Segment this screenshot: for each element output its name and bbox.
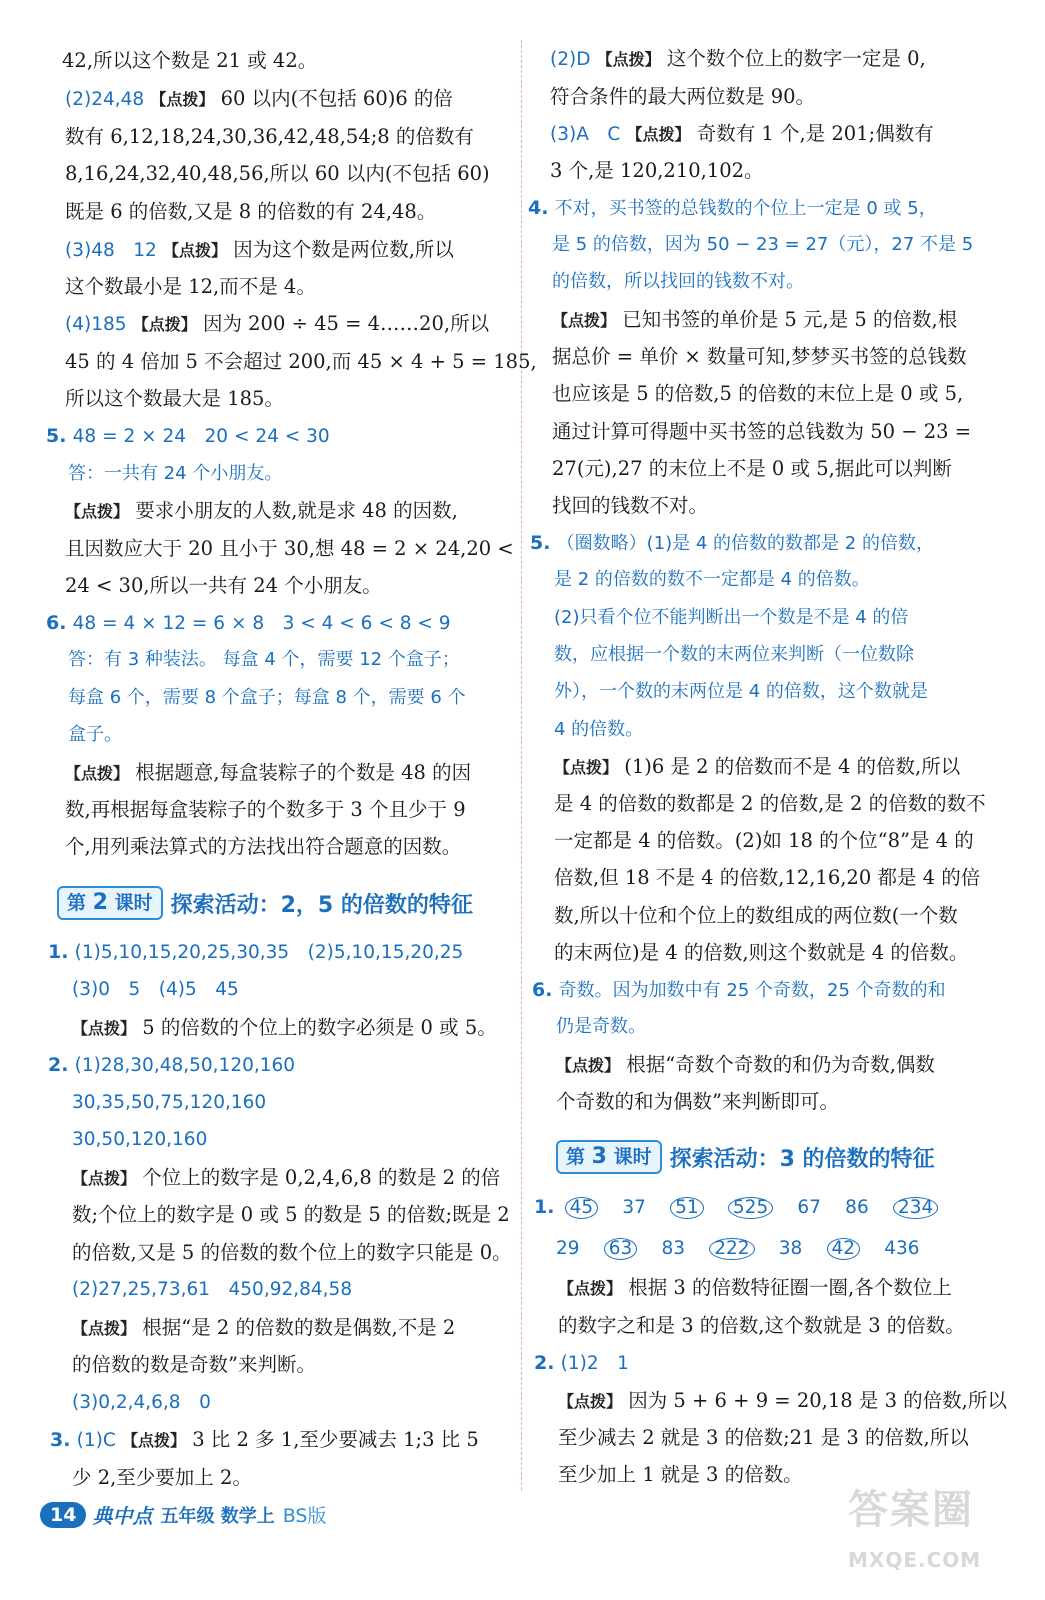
number: 29: [556, 1238, 580, 1259]
question-answer: [48, 1052, 295, 1079]
hint-text: 根据“奇数个奇数的和仍为奇数,偶数: [626, 1053, 935, 1076]
text-line: 数,所以十位和个位上的数组成的两位数(一个数: [554, 904, 958, 927]
text-line: 3 个,是 120,210,102。: [550, 159, 764, 182]
hint-tag: 【点拨】: [121, 1431, 186, 1450]
answer-value: (1)2 1: [560, 1353, 629, 1374]
hint-tag: 【点拨】: [72, 1019, 137, 1038]
question-number: 4.: [528, 197, 549, 219]
circled-number: 63: [604, 1238, 638, 1260]
text-line: 8,16,24,32,40,48,56,所以 60 以内(不包括 60): [65, 162, 490, 185]
answer-line: [550, 46, 926, 73]
text-line: 既是 6 的倍数,又是 8 的倍数的有 24,48。: [65, 200, 437, 223]
answer-line: [65, 311, 489, 338]
hint-line: [554, 754, 960, 781]
text-line: 个,用列乘法算式的方法找出符合题意的因数。: [65, 835, 462, 858]
hint-line: [65, 498, 458, 525]
text-line: 是 4 的倍数的数都是 2 的倍数,是 2 的倍数的数不: [554, 792, 986, 815]
question-number: 1.: [48, 941, 69, 963]
circled-number: 222: [709, 1238, 754, 1260]
question-number: 2.: [48, 1054, 69, 1076]
text-line: 一定都是 4 的倍数。(2)如 18 的个位“8”是 4 的: [554, 829, 974, 852]
brand-logo: 典中点: [92, 1504, 153, 1528]
answer-text: 盒子。: [68, 724, 122, 745]
lesson-badge-number: 2: [92, 890, 108, 915]
question-number: 1.: [534, 1196, 555, 1218]
answer-text: 每盒 6 个，需要 8 个盒子；每盒 8 个，需要 6 个: [68, 687, 466, 708]
answer-line: [65, 237, 454, 264]
hint-tag: 【点拨】: [65, 502, 130, 521]
circled-number: 51: [670, 1197, 704, 1219]
answer-text: 是 5 的倍数，因为 50 − 23 = 27（元），27 不是 5: [552, 234, 974, 255]
question-answer: [50, 1427, 479, 1454]
hint-text: 奇数有 1 个,是 201;偶数有: [696, 122, 934, 145]
answer-text: 外），一个数的末两位是 4 的倍数，这个数就是: [554, 681, 928, 702]
answer-text: 是 2 的倍数的数不一定都是 4 的倍数。: [554, 569, 870, 590]
number: 436: [884, 1238, 920, 1259]
lesson-badge-suffix: 课时: [114, 892, 153, 914]
hint-tag: 【点拨】: [72, 1319, 137, 1338]
lesson-badge-prefix: 第: [566, 1146, 586, 1168]
page-footer: [40, 1500, 327, 1529]
text-line: 45 的 4 倍加 5 不会超过 200,而 45 × 4 + 5 = 185,: [65, 350, 537, 373]
text-line: 的数字之和是 3 的倍数,这个数就是 3 的倍数。: [558, 1314, 965, 1337]
text-line: 个奇数的和为偶数”来判断即可。: [556, 1090, 839, 1113]
page-number: 14: [40, 1502, 86, 1528]
lesson-badge-prefix: 第: [67, 892, 87, 914]
answer-value: (1)5,10,15,20,25,30,35 (2)5,10,15,20,25: [74, 942, 464, 963]
hint-text: 因为 5 + 6 + 9 = 20,18 是 3 的倍数,所以: [628, 1389, 1007, 1412]
answer-text: 不对，买书签的总钱数的个位上一定是 0 或 5，: [554, 198, 937, 219]
hint-tag: 【点拨】: [163, 241, 228, 260]
text-line: 少 2,至少要加上 2。: [72, 1466, 252, 1489]
hint-text: 根据 3 的倍数特征圈一圈,各个数位上: [628, 1276, 952, 1299]
hint-text: 这个数个位上的数字一定是 0,: [666, 47, 926, 70]
answer-value: (1)28,30,48,50,120,160: [74, 1055, 296, 1076]
number: 83: [661, 1238, 686, 1259]
answer-value: 48 = 2 × 24 20 < 24 < 30: [72, 426, 330, 447]
hint-text: 5 的倍数的个位上的数字必须是 0 或 5。: [142, 1016, 497, 1039]
watermark-url: MXQE.COM: [848, 1548, 982, 1572]
answer-value: (3)A C: [550, 124, 621, 145]
answer-text: 的倍数，所以找回的钱数不对。: [552, 271, 804, 292]
number: 38: [778, 1238, 803, 1259]
question-answer: [46, 610, 451, 637]
answer-value: (4)185: [65, 314, 127, 335]
text-line: 至少加上 1 就是 3 的倍数。: [558, 1463, 803, 1486]
hint-tag: 【点拨】: [596, 50, 661, 69]
question-answer: [528, 195, 937, 222]
text-line: 数;个位上的数字是 0 或 5 的数是 5 的倍数;既是 2: [72, 1203, 510, 1226]
answer-text: 数，应根据一个数的末两位来判断（一位数除: [554, 644, 914, 665]
watermark-text: 答案圈: [848, 1487, 974, 1533]
text-line: 找回的钱数不对。: [552, 494, 709, 517]
question-number: 3.: [50, 1429, 71, 1451]
text-line: 数有 6,12,18,24,30,36,42,48,54;8 的倍数有: [65, 125, 474, 148]
question-number: 5.: [530, 532, 551, 554]
answer-text: （圈数略）(1)是 4 的倍数的数都是 2 的倍数，: [556, 533, 934, 554]
hint-tag: 【点拨】: [150, 90, 215, 109]
answer-value: 48 = 4 × 12 = 6 × 8 3 < 4 < 6 < 8 < 9: [72, 613, 451, 634]
question-number: 6.: [532, 979, 553, 1001]
text-line: 这个数最小是 12,而不是 4。: [65, 275, 316, 298]
edition-label: BS版: [282, 1505, 327, 1527]
text-line: 27(元),27 的末位上不是 0 或 5,据此可以判断: [552, 457, 952, 480]
hint-text: 根据题意,每盒装粽子的个数是 48 的因: [135, 761, 472, 784]
text-line: 所以这个数最大是 185。: [65, 387, 284, 410]
column-divider: [521, 40, 522, 1490]
text-line: 至少减去 2 就是 3 的倍数;21 是 3 的倍数,所以: [558, 1426, 969, 1449]
hint-line: [558, 1275, 952, 1302]
lesson-badge-number: 3: [591, 1144, 607, 1169]
answer-value: (2)D: [550, 49, 591, 70]
question-number: 2.: [534, 1352, 555, 1374]
answer-value: (1)C: [76, 1430, 116, 1451]
text-line: 符合条件的最大两位数是 90。: [550, 85, 816, 108]
hint-text: 根据“是 2 的倍数的数是偶数,不是 2: [142, 1316, 456, 1339]
hint-text: 个位上的数字是 0,2,4,6,8 的数是 2 的倍: [142, 1166, 501, 1189]
hint-tag: 【点拨】: [65, 764, 130, 783]
hint-text: 要求小朋友的人数,就是求 48 的因数,: [135, 499, 458, 522]
section-header-lesson-3: [556, 1139, 935, 1175]
text-line: 24 < 30,所以一共有 24 个小朋友。: [65, 574, 382, 597]
hint-tag: 【点拨】: [558, 1392, 623, 1411]
hint-text: 因为 200 ÷ 45 = 4……20,所以: [202, 312, 490, 335]
question-number: 5.: [46, 425, 67, 447]
answer-line: [550, 121, 934, 148]
text-line: 据总价 = 单价 × 数量可知,梦梦买书签的总钱数: [552, 345, 967, 368]
answer-value: (3)0,2,4,6,8 0: [72, 1392, 211, 1413]
text-line: 数,再根据每盒装粽子的个数多于 3 个且少于 9: [65, 798, 466, 821]
hint-text: 3 比 2 多 1,至少要减去 1;3 比 5: [192, 1428, 479, 1451]
book-title: 五年级 数学上: [160, 1505, 275, 1527]
hint-line: [72, 1015, 497, 1042]
question-answer: [532, 977, 946, 1004]
text-line: 的倍数,又是 5 的倍数的数个位上的数字只能是 0。: [72, 1241, 512, 1264]
answer-text: 答：一共有 24 个小朋友。: [68, 463, 283, 484]
text-line: 42,所以这个数是 21 或 42。: [62, 49, 318, 72]
circled-number: 45: [565, 1197, 599, 1219]
answer-value: 30,35,50,75,120,160: [72, 1092, 267, 1113]
answer-value: (2)24,48: [65, 89, 145, 110]
hint-line: [72, 1315, 455, 1342]
answer-text: (2)只看个位不能判断出一个数是不是 4 的倍: [554, 607, 909, 628]
hint-text: 已知书签的单价是 5 元,是 5 的倍数,根: [622, 308, 958, 331]
hint-line: [556, 1052, 935, 1079]
answer-line: [65, 86, 453, 113]
text-line: 也应该是 5 的倍数,5 的倍数的末位上是 0 或 5,: [552, 382, 964, 405]
answer-value: (3)48 12: [65, 240, 157, 261]
question-answer: [48, 939, 463, 966]
question-answer: [46, 423, 330, 450]
lesson-badge: [556, 1140, 662, 1174]
number: 86: [845, 1197, 869, 1218]
hint-text: 因为这个数是两位数,所以: [233, 238, 454, 261]
hint-line: [65, 760, 471, 787]
text-line: 且因数应大于 20 且小于 30,想 48 = 2 × 24,20 <: [65, 537, 514, 560]
hint-line: [558, 1388, 1007, 1415]
hint-tag: 【点拨】: [558, 1279, 623, 1298]
answer-text: 仍是奇数。: [556, 1016, 646, 1037]
number-row-1: [534, 1194, 938, 1221]
hint-tag: 【点拨】: [132, 315, 197, 334]
lesson-badge-suffix: 课时: [613, 1146, 652, 1168]
hint-line: [552, 307, 957, 334]
lesson-badge: [57, 886, 163, 920]
hint-text: (1)6 是 2 的倍数而不是 4 的倍数,所以: [624, 755, 961, 778]
hint-tag: 【点拨】: [626, 125, 691, 144]
answer-text: 答：有 3 种装法。 每盒 4 个，需要 12 个盒子；: [68, 649, 460, 670]
hint-text: 60 以内(不包括 60)6 的倍: [220, 87, 453, 110]
text-line: 倍数,但 18 不是 4 的倍数,12,16,20 都是 4 的倍: [554, 866, 981, 889]
text-line: 的倍数的数是奇数”来判断。: [72, 1353, 316, 1376]
number: 37: [622, 1197, 646, 1218]
text-line: 通过计算可得题中买书签的总钱数为 50 − 23 =: [552, 420, 972, 443]
circled-number: 525: [728, 1197, 773, 1219]
text-line: 的末两位)是 4 的倍数,则这个数就是 4 的倍数。: [554, 941, 969, 964]
section-title: 探索活动：3 的倍数的特征: [669, 1146, 935, 1172]
section-header-lesson-2: [57, 885, 473, 921]
number: 67: [797, 1197, 821, 1218]
answer-value: (2)27,25,73,61 450,92,84,58: [72, 1279, 353, 1300]
question-answer: [530, 530, 934, 557]
circled-number: 234: [893, 1197, 938, 1219]
hint-tag: 【点拨】: [72, 1169, 137, 1188]
section-title: 探索活动：2，5 的倍数的特征: [170, 892, 473, 918]
hint-line: [72, 1165, 500, 1192]
hint-tag: 【点拨】: [554, 758, 619, 777]
hint-tag: 【点拨】: [556, 1056, 621, 1075]
hint-tag: 【点拨】: [552, 311, 617, 330]
circled-number: 42: [827, 1238, 861, 1260]
answer-value: 30,50,120,160: [72, 1129, 208, 1150]
answer-text: 奇数。因为加数中有 25 个奇数，25 个奇数的和: [558, 980, 946, 1001]
question-answer: [534, 1350, 629, 1377]
number-row-2: [556, 1235, 920, 1262]
answer-text: 4 的倍数。: [554, 719, 644, 740]
answer-value: (3)0 5 (4)5 45: [72, 979, 239, 1000]
question-number: 6.: [46, 612, 67, 634]
watermark: [848, 1478, 982, 1572]
